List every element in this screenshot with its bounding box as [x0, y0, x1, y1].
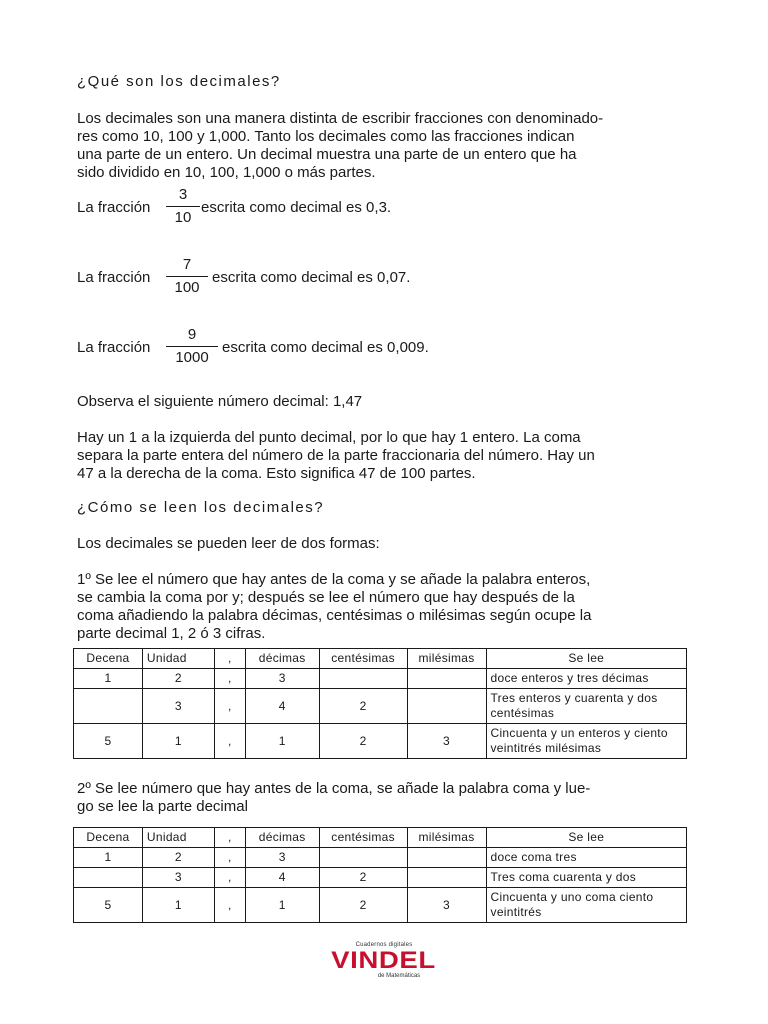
fraction-bar — [166, 346, 218, 347]
fraction-bar — [166, 206, 200, 207]
fraction-label: La fracción — [77, 339, 151, 356]
table-cell: Tres coma cuarenta y dos — [486, 868, 686, 888]
table-cell: 1 — [74, 848, 143, 868]
intro-line: res como 10, 100 y 1,000. Tanto los decimales como las fracciones indican — [77, 128, 575, 145]
table-header: milésimas — [407, 828, 486, 848]
heading-what-are-decimals: ¿Qué son los decimales? — [77, 73, 281, 90]
table-cell: Cincuenta y un enteros y ciento veintitrés milésimas — [486, 724, 687, 759]
fraction — [166, 256, 208, 297]
fraction-tail: escrita como decimal es 0,009. — [222, 339, 429, 356]
table-header: Unidad — [142, 649, 214, 669]
table-row — [74, 724, 687, 759]
denominator: 100 — [174, 279, 200, 296]
table-cell: , — [214, 888, 245, 923]
logo-top-text: Cuadernos digitales — [355, 942, 413, 948]
table-cell: 3 — [245, 669, 319, 689]
vindel-logo — [0, 942, 768, 980]
table-cell: 4 — [245, 689, 319, 724]
table-cell: 1 — [74, 669, 143, 689]
table-cell: 5 — [74, 724, 143, 759]
table-header: , — [214, 649, 245, 669]
decimal-table-coma — [73, 827, 687, 923]
table-row — [74, 689, 687, 724]
table-cell: , — [214, 848, 245, 868]
logo-bottom-text: de Matemáticas — [377, 973, 421, 979]
numerator: 3 — [178, 186, 188, 203]
two-ways: Los decimales se pueden leer de dos formas: — [77, 535, 380, 552]
way1-line: parte decimal 1, 2 ó 3 cifras. — [77, 625, 266, 642]
numerator: 7 — [182, 256, 192, 273]
fraction-bar — [166, 276, 208, 277]
table-cell: 2 — [142, 848, 214, 868]
intro-line: una parte de un entero. Un decimal muestra una parte de un entero que ha — [77, 146, 577, 163]
way2-line: go se lee la parte decimal — [77, 798, 248, 815]
fraction-label: La fracción — [77, 269, 151, 286]
table-cell: , — [214, 689, 245, 724]
decimal-table-enteros — [73, 648, 687, 759]
table-header: Decena — [74, 649, 143, 669]
table-header: Unidad — [142, 828, 214, 848]
table-cell: 1 — [245, 724, 319, 759]
table-cell — [407, 669, 486, 689]
table-cell: Cincuenta y uno coma ciento veintitrés — [486, 888, 686, 923]
table-row — [74, 868, 687, 888]
way1-line: 1º Se lee el número que hay antes de la coma y se añade la palabra enteros, — [77, 571, 591, 588]
explain-line: Hay un 1 a la izquierda del punto decimal, por lo que hay 1 entero. La coma — [77, 429, 581, 446]
table-cell: , — [214, 868, 245, 888]
fraction — [166, 186, 200, 227]
denominator: 1000 — [175, 349, 209, 366]
fraction-label: La fracción — [77, 199, 151, 216]
fraction — [166, 326, 218, 367]
table-cell: 2 — [319, 888, 407, 923]
table-cell: 1 — [142, 724, 214, 759]
explain-line: 47 a la derecha de la coma. Esto significa 47 de 100 partes. — [77, 465, 476, 482]
table-cell: 5 — [74, 888, 143, 923]
way1-line: se cambia la coma por y; después se lee el número que hay después de la — [77, 589, 575, 606]
table-cell: 1 — [245, 888, 319, 923]
table-cell — [74, 689, 143, 724]
table-cell: 2 — [319, 868, 407, 888]
table-cell — [319, 848, 407, 868]
table-cell: Tres enteros y cuarenta y dos centésimas — [486, 689, 687, 724]
table-cell — [74, 868, 143, 888]
table-cell — [407, 689, 486, 724]
table-header: , — [214, 828, 245, 848]
table-cell: 3 — [407, 888, 486, 923]
table-header: centésimas — [319, 649, 407, 669]
fraction-tail: escrita como decimal es 0,3. — [201, 199, 392, 216]
way2-line: 2º Se lee número que hay antes de la coma, se añade la palabra coma y lue- — [77, 780, 591, 797]
table-cell: , — [214, 669, 245, 689]
table-cell: 3 — [142, 689, 214, 724]
table-cell: doce coma tres — [486, 848, 686, 868]
table-cell: 3 — [142, 868, 214, 888]
table-row — [74, 848, 687, 868]
logo-wordmark: VINDEL — [331, 947, 437, 974]
table-cell: 2 — [319, 724, 407, 759]
table-header: décimas — [245, 649, 319, 669]
numerator: 9 — [187, 326, 197, 343]
denominator: 10 — [174, 209, 192, 226]
table-cell: 3 — [407, 724, 486, 759]
heading-how-to-read: ¿Cómo se leen los decimales? — [77, 499, 325, 516]
table-header: centésimas — [319, 828, 407, 848]
table-cell: 3 — [245, 848, 319, 868]
table-cell — [407, 848, 486, 868]
intro-line: Los decimales son una manera distinta de escribir fracciones con denominado- — [77, 110, 604, 127]
table-cell: 1 — [142, 888, 214, 923]
table-row — [74, 669, 687, 689]
table-header: Se lee — [486, 828, 686, 848]
intro-line: sido dividido en 10, 100, 1,000 o más partes. — [77, 164, 376, 181]
table-header: milésimas — [407, 649, 486, 669]
table-header: décimas — [245, 828, 319, 848]
table-cell: doce enteros y tres décimas — [486, 669, 687, 689]
way1-line: coma añadiendo la palabra décimas, centésimas o milésimas según ocupe la — [77, 607, 592, 624]
table-cell: 2 — [319, 689, 407, 724]
observe-number: Observa el siguiente número decimal: 1,47 — [77, 393, 363, 410]
table-header-row — [74, 649, 687, 669]
table-header: Se lee — [486, 649, 687, 669]
explain-line: separa la parte entera del número de la parte fraccionaria del número. Hay un — [77, 447, 595, 464]
table-cell: 4 — [245, 868, 319, 888]
table-cell: , — [214, 724, 245, 759]
table-header: Decena — [74, 828, 143, 848]
table-cell — [407, 868, 486, 888]
table-cell — [319, 669, 407, 689]
table-header-row — [74, 828, 687, 848]
fraction-tail: escrita como decimal es 0,07. — [212, 269, 411, 286]
table-cell: 2 — [142, 669, 214, 689]
table-row — [74, 888, 687, 923]
